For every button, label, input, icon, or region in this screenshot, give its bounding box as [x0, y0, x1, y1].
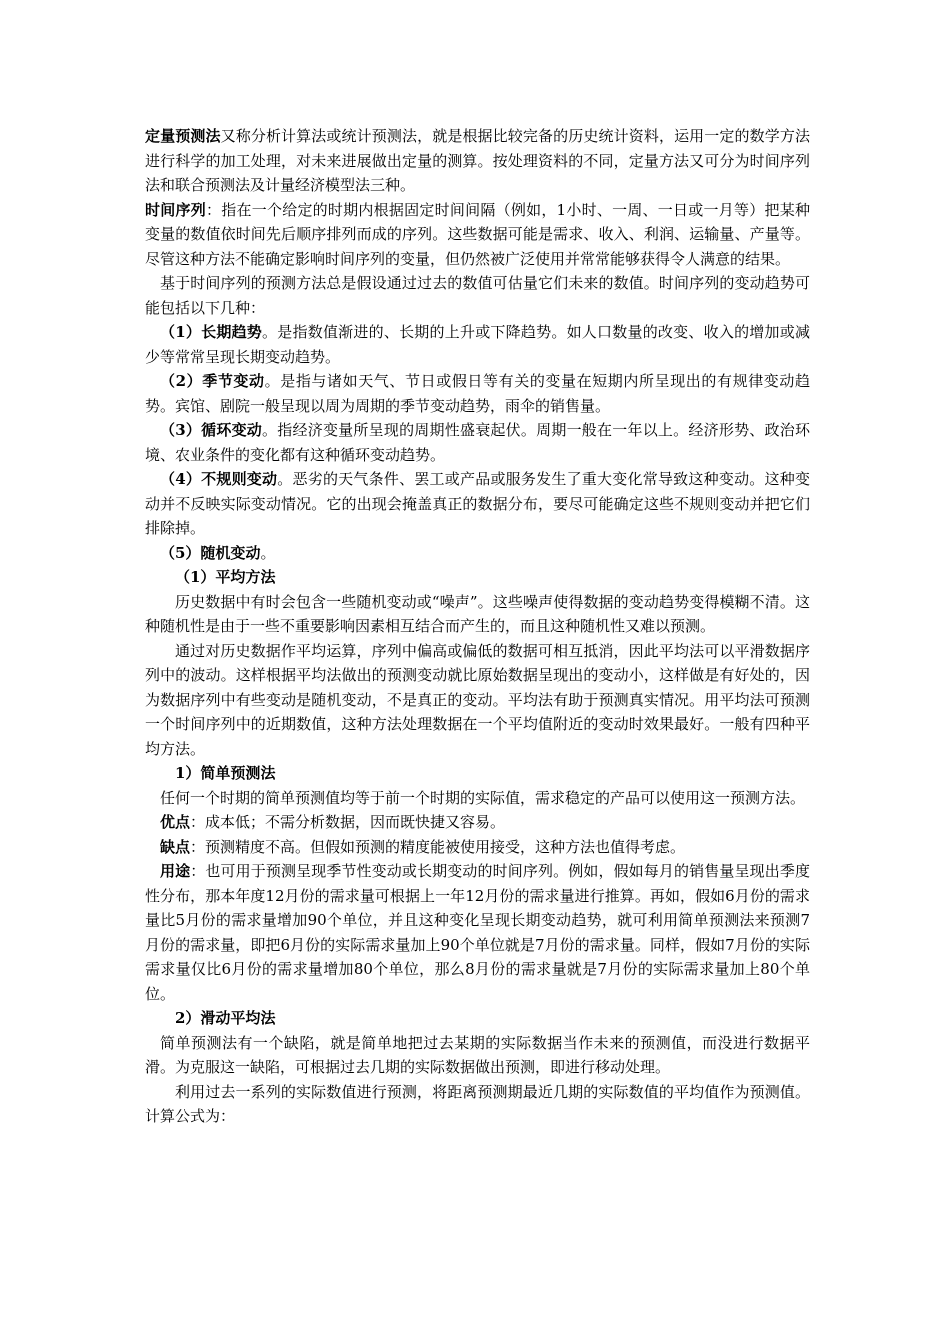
paragraph-text: 。是指与诸如天气、节日或假日等有关的变量在短期内所呈现出的有规律变动趋势。宾馆、剧院一般呈现以周为周期的季节变动趋势，雨伞的销售量。 [145, 372, 810, 415]
paragraph-text: 。是指数值渐进的、长期的上升或下降趋势。如人口数量的改变、收入的增加或减少等常常呈现长期变动趋势。 [145, 323, 810, 366]
paragraph-text: 简单预测法有一个缺陷，就是简单地把过去某期的实际数据当作未来的预测值，而没进行数据平滑。为克服这一缺陷，可根据过去几期的实际数据做出预测，即进行移动处理。 [145, 1033, 810, 1076]
paragraph-text: ：也可用于预测呈现季节性变动或长期变动的时间序列。例如，假如每月的销售量呈现出季度性分布，那本年度12月份的需求量可根据上一年12月份的需求量进行推算。再如，假如6月份的需求量比5月份的需求量增加90个单位，并且这种变化呈现长期变动趋势，就可利用简单预测法来预测7月份的需求量，即把6月份的实际需求量加上90个单位就是7月份的需求量。同样，假如7月份的实际需求量仅比6月份的需求量增加80个单位，那么8月份的需求量就是7月份的实际需求量加上80个单位。 [145, 862, 810, 1003]
paragraph-text: 。恶劣的天气条件、罢工或产品或服务发生了重大变化常导致这种变动。这种变动并不反映实际变动情况。它的出现会掩盖真正的数据分布，要尽可能确定这些不规则变动并把它们排除掉。 [145, 470, 810, 537]
paragraph-text: 任何一个时期的简单预测值均等于前一个时期的实际值，需求稳定的产品可以使用这一预测方法。 [160, 788, 806, 807]
paragraph-cyclical-variation [145, 418, 810, 467]
term-irregular-variation: （4）不规则变动 [160, 470, 278, 488]
term-disadvantages: 缺点 [160, 837, 191, 856]
section-heading: （1）平均方法 [175, 568, 276, 586]
paragraph-quantitative-forecasting [145, 124, 810, 198]
paragraph-random-variation [145, 541, 810, 566]
paragraph-averaging-benefits [145, 639, 810, 762]
term-quantitative-forecasting: 定量预测法 [145, 127, 221, 145]
paragraph-text: ：预测精度不高。但假如预测的精度能被使用接受，这种方法也值得考虑。 [190, 837, 686, 856]
document-body [145, 124, 810, 1129]
paragraph-text: 。指经济变量所呈现的周期性盛衰起伏。周期一般在一年以上。经济形势、政治环境、农业条件的变化都有这种循环变动趋势。 [145, 421, 810, 464]
paragraph-text: ：成本低；不需分析数据，因而既快捷又容易。 [190, 813, 506, 831]
section-heading: 2）滑动平均法 [175, 1009, 276, 1027]
term-time-series: 时间序列 [145, 200, 206, 219]
paragraph-advantages [145, 810, 810, 835]
paragraph-text: ：指在一个给定的时期内根据固定时间间隔（例如，1小时、一周、一日或一月等）把某种变量的数值依时间先后顺序排列而成的序列。这些数据可能是需求、收入、利润、运输量、产量等。尽管这种方法不能确定影响时间序列的变量，但仍然被广泛使用并常常能够获得令人满意的结果。 [145, 200, 810, 268]
heading-naive-forecast [145, 761, 810, 786]
paragraph-noise [145, 590, 810, 639]
paragraph-formula-intro [145, 1080, 810, 1129]
term-long-term-trend: （1）长期趋势 [160, 323, 263, 341]
paragraph-long-term-trend [145, 320, 810, 369]
term-advantages: 优点 [160, 813, 191, 831]
term-cyclical-variation: （3）循环变动 [160, 421, 263, 439]
term-seasonal-variation: （2）季节变动 [160, 372, 265, 390]
paragraph-naive-defect [145, 1031, 810, 1080]
heading-moving-average [145, 1006, 810, 1031]
paragraph-seasonal-variation [145, 369, 810, 418]
paragraph-disadvantages [145, 835, 810, 860]
paragraph-time-series-basis [145, 271, 810, 320]
paragraph-naive-forecast [145, 786, 810, 811]
paragraph-text: 。 [260, 543, 276, 562]
paragraph-text: 通过对历史数据作平均运算，序列中偏高或偏低的数据可相互抵消，因此平均法可以平滑数据序列中的波动。这样根据平均法做出的预测变动就比原始数据呈现出的变动小，这样做是有好处的，因为数据序列中有些变动是随机变动，不是真正的变动。平均法有助于预测真实情况。用平均法可预测一个时间序列中的近期数值，这种方法处理数据在一个平均值附近的变动时效果最好。一般有四种平均方法。 [145, 641, 810, 758]
paragraph-time-series [145, 198, 810, 272]
paragraph-text: 又称分析计算法或统计预测法，就是根据比较完备的历史统计资料，运用一定的数学方法进行科学的加工处理，对未来进展做出定量的测算。按处理资料的不同，定量方法又可分为时间序列法和联合预测法及计量经济模型法三种。 [145, 127, 810, 194]
paragraph-uses [145, 859, 810, 1006]
term-uses: 用途 [160, 862, 191, 880]
heading-averaging-methods [145, 565, 810, 590]
term-random-variation: （5）随机变动 [160, 543, 261, 562]
paragraph-text: 基于时间序列的预测方法总是假设通过过去的数值可估量它们未来的数值。时间序列的变动趋势可能包括以下几种： [145, 274, 810, 317]
paragraph-text: 利用过去一系列的实际数值进行预测，将距离预测期最近几期的实际数值的平均值作为预测值。计算公式为： [145, 1082, 810, 1125]
paragraph-text: 历史数据中有时会包含一些随机变动或“噪声”。这些噪声使得数据的变动趋势变得模糊不清。这种随机性是由于一些不重要影响因素相互结合而产生的，而且这种随机性又难以预测。 [145, 592, 810, 635]
paragraph-irregular-variation [145, 467, 810, 541]
section-heading: 1）简单预测法 [175, 764, 276, 782]
